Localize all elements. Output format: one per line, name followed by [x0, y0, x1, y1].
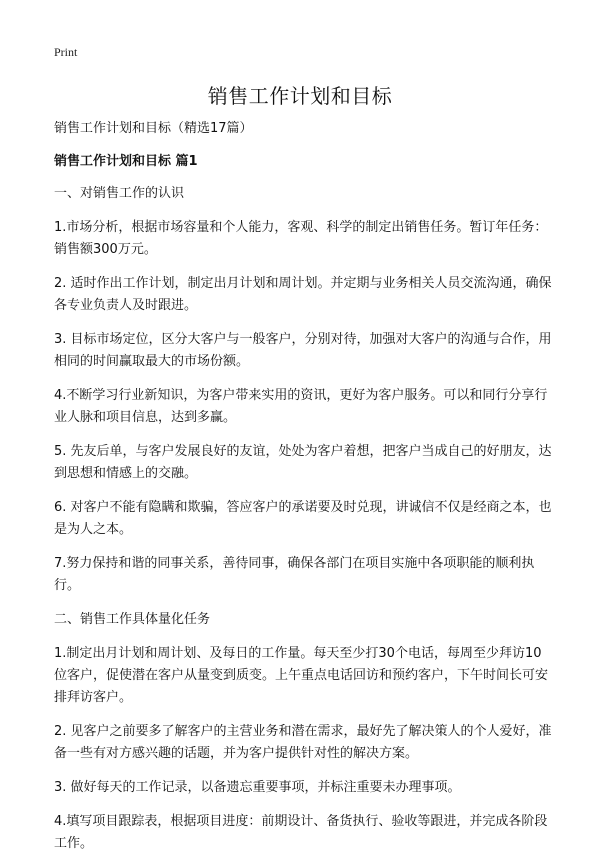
list-item: 1.市场分析，根据市场容量和个人能力，客观、科学的制定出销售任务。暂订年任务：销售额300万元。: [54, 220, 548, 257]
document-subtitle: 销售工作计划和目标（精选17篇）: [54, 121, 253, 136]
print-link[interactable]: Print: [54, 45, 78, 59]
list-item: 5. 先友后单，与客户发展良好的友谊，处处为客户着想，把客户当成自己的好朋友，达到思想和情感上的交融。: [54, 444, 552, 481]
article-heading: 销售工作计划和目标 篇1: [54, 154, 198, 169]
list-item: 3. 做好每天的工作记录，以备遗忘重要事项，并标注重要未办理事项。: [54, 780, 461, 795]
list-item: 2. 适时作出工作计划，制定出月计划和周计划。并定期与业务相关人员交流沟通，确保各专业负责人及时跟进。: [54, 276, 552, 313]
list-item: 7.努力保持和谐的同事关系，善待同事，确保各部门在项目实施中各项职能的顺利执行。: [54, 556, 535, 593]
list-item: 4.填写项目跟踪表，根据项目进度：前期设计、备货执行、验收等跟进，并完成各阶段工作。: [54, 814, 548, 851]
document-title: 销售工作计划和目标: [207, 84, 393, 108]
section-heading: 二、销售工作具体量化任务: [54, 612, 211, 627]
list-item: 4.不断学习行业新知识，为客户带来实用的资讯，更好为客户服务。可以和同行分享行业人脉和项目信息，达到多赢。: [54, 388, 548, 425]
list-item: 1.制定出月计划和周计划、及每日的工作量。每天至少打30个电话，每周至少拜访10位客户，促使潜在客户从量变到质变。上午重点电话回访和预约客户，下午时间长可安排拜访客户。: [54, 646, 549, 705]
document-body: [54, 118, 554, 867]
list-item: 6. 对客户不能有隐瞒和欺骗，答应客户的承诺要及时兑现，讲诚信不仅是经商之本，也是为人之本。: [54, 500, 552, 537]
list-item: 2. 见客户之前要多了解客户的主营业务和潜在需求，最好先了解决策人的个人爱好，准备一些有对方感兴趣的话题，并为客户提供针对性的解决方案。: [54, 724, 552, 761]
section-heading: 一、对销售工作的认识: [54, 186, 185, 201]
list-item: 3. 目标市场定位，区分大客户与一般客户，分别对待，加强对大客户的沟通与合作，用相同的时间赢取最大的市场份额。: [54, 332, 552, 369]
